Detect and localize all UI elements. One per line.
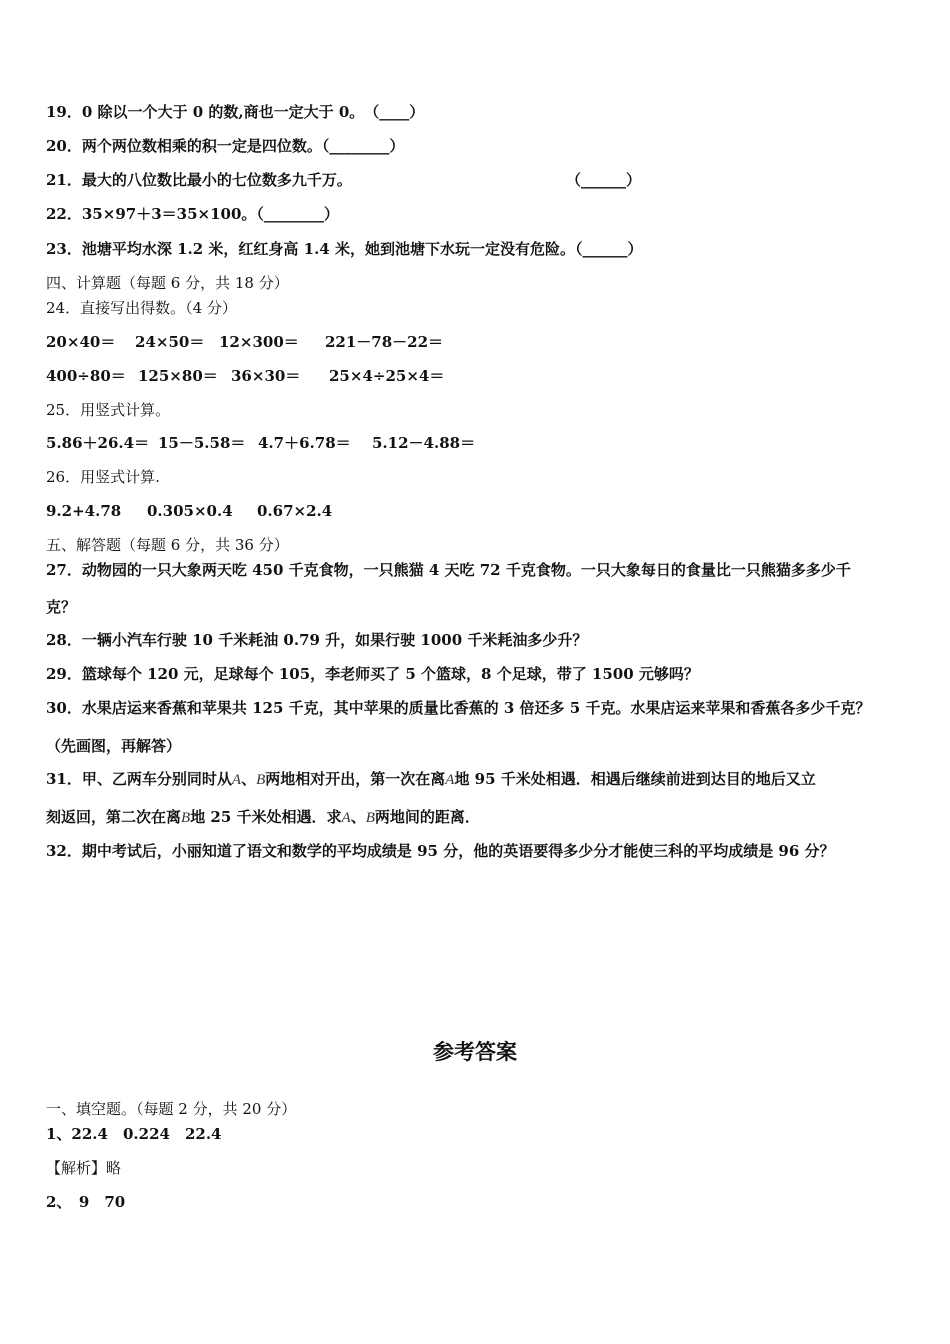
q23: 23．池塘平均水深 1.2 米，红红身高 1.4 米，她到池塘下水玩一定没有危险。（______） <box>46 240 643 258</box>
q31-text: 地 25 千米处相遇．求 <box>190 808 342 826</box>
q24-item: 25×4÷25×4＝ <box>329 367 445 385</box>
answer-1: 1、22.4 0.224 22.4 <box>46 1125 222 1143</box>
q26-item: 9.2+4.78 <box>46 502 122 520</box>
answers-title: 参考答案 <box>433 1039 517 1064</box>
q26-item: 0.305×0.4 <box>147 502 233 520</box>
q24-item: 20×40＝ <box>46 333 116 351</box>
q25-item: 5.12－4.88＝ <box>372 434 476 452</box>
q21-blank: （______） <box>566 171 642 189</box>
q20: 20．两个两位数相乘的积一定是四位数。（________） <box>46 137 405 155</box>
q24-item: 36×30＝ <box>231 367 301 385</box>
q31-line2 <box>46 808 480 827</box>
q25-item: 15－5.58＝ <box>158 434 246 452</box>
q24: 24．直接写出得数。（4 分） <box>46 299 237 317</box>
q24-item: 12×300＝ <box>219 333 299 351</box>
q21-text: 21．最大的八位数比最小的七位数多九千万。 <box>46 171 352 189</box>
var-b: B <box>365 810 375 826</box>
var-b: B <box>256 772 266 788</box>
q27-line1: 27．动物园的一只大象两天吃 450 千克食物，一只熊猫 4 天吃 72 千克食物。一只大象每日的食量比一只熊猫多多少千 <box>46 561 851 579</box>
q31-text: 刻返回，第二次在离 <box>46 808 182 826</box>
q30-line1: 30．水果店运来香蕉和苹果共 125 千克，其中苹果的质量比香蕉的 3 倍还多 5 千克。水果店运来苹果和香蕉各多少千克？ <box>46 699 871 717</box>
q27-line2: 克？ <box>46 598 77 616</box>
section-5-heading: 五、解答题（每题 6 分，共 36 分） <box>46 536 289 554</box>
q24-item: 221－78－22＝ <box>325 333 444 351</box>
q19: 19．0 除以一个大于 0 的数,商也一定大于 0。 （____） <box>46 103 425 121</box>
var-a: A <box>341 810 351 826</box>
q22: 22．35×97＋3＝35×100。（________） <box>46 205 339 223</box>
q26: 26．用竖式计算. <box>46 468 160 486</box>
q24-item: 400÷80＝ <box>46 367 126 385</box>
q32: 32．期中考试后，小丽知道了语文和数学的平均成绩是 95 分，他的英语要得多少分才能使三科的平均成绩是 96 分？ <box>46 842 835 860</box>
section-4-heading: 四、计算题（每题 6 分，共 18 分） <box>46 274 289 292</box>
answer-1-note: 【解析】略 <box>46 1159 122 1177</box>
q21 <box>46 171 642 189</box>
q25: 25．用竖式计算。 <box>46 401 171 419</box>
q29: 29．篮球每个 120 元，足球每个 105，李老师买了 5 个篮球，8 个足球，带了 1500 元够吗？ <box>46 665 699 683</box>
q24-item: 125×80＝ <box>138 367 218 385</box>
q31-sep: 、 <box>350 808 366 826</box>
q25-item: 5.86＋26.4＝ <box>46 434 150 452</box>
q31-line1 <box>46 770 816 789</box>
var-a: A <box>231 772 242 788</box>
q28: 28．一辆小汽车行驶 10 千米耗油 0.79 升，如果行驶 1000 千米耗油多少升？ <box>46 631 588 649</box>
var-b: B <box>181 810 191 826</box>
answers-section-1-heading: 一、填空题。（每题 2 分，共 20 分） <box>46 1100 297 1118</box>
q30-line2: （先画图，再解答） <box>46 737 182 755</box>
q31-text: 31．甲、乙两车分别同时从 <box>46 770 232 788</box>
q31-text: 两地相对开出，第一次在离 <box>265 770 446 788</box>
q31-sep: 、 <box>241 770 257 788</box>
q31-text: 地 95 千米处相遇．相遇后继续前进到达目的地后又立 <box>454 770 816 788</box>
var-a: A <box>445 772 455 788</box>
q24-item: 24×50＝ <box>135 333 205 351</box>
q26-item: 0.67×2.4 <box>257 502 333 520</box>
answer-2: 2、 9 70 <box>46 1193 126 1211</box>
q31-text: 两地间的距离． <box>374 808 480 826</box>
q25-item: 4.7＋6.78＝ <box>258 434 351 452</box>
